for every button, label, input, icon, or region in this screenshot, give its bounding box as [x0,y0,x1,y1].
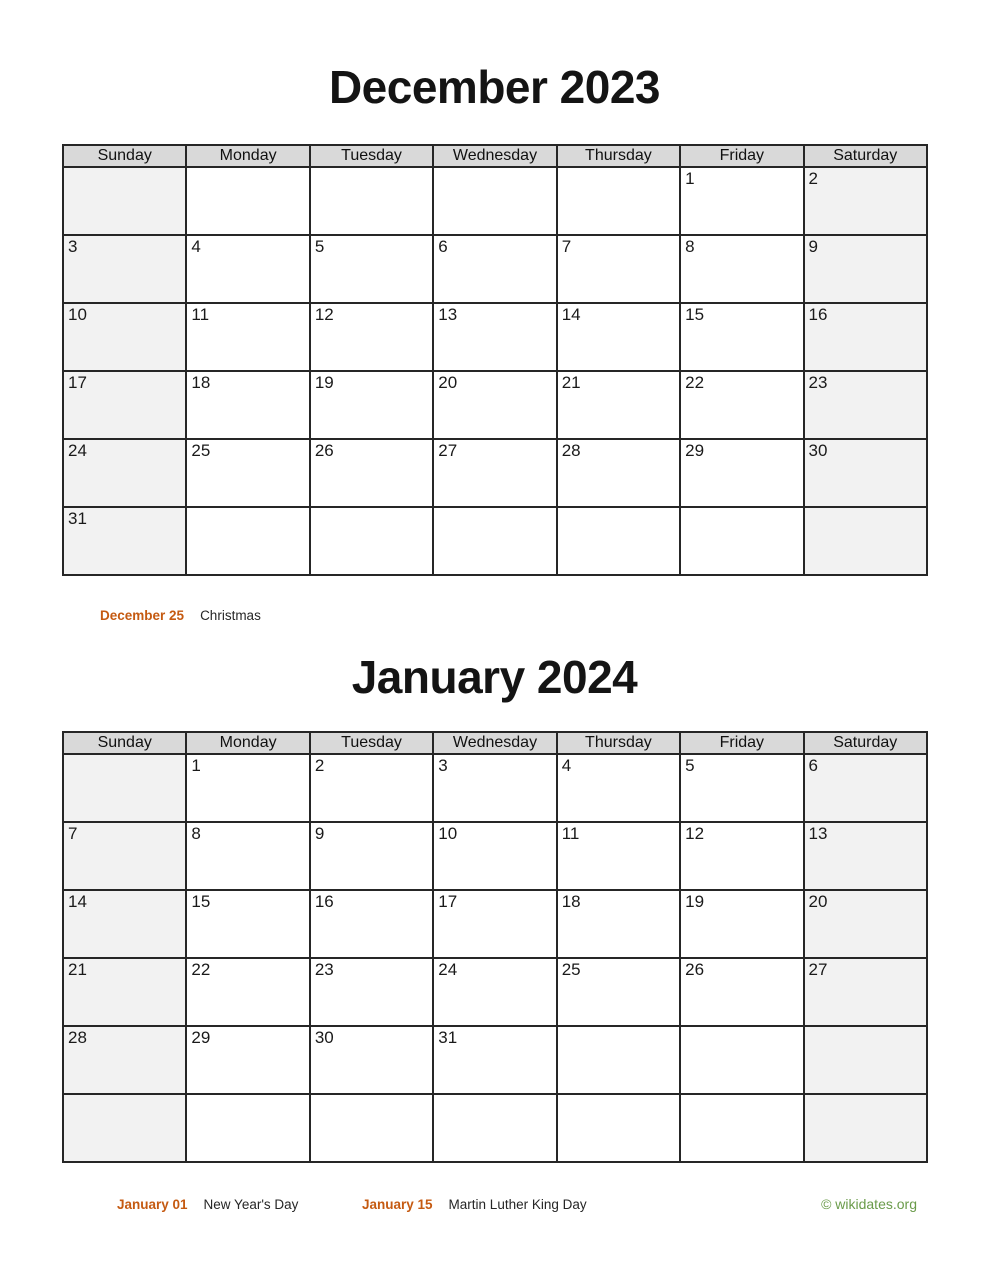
holiday-name-label: New Year's Day [203,1197,299,1212]
day-number: 21 [68,960,87,979]
weekday-wednesday: Wednesday [433,145,556,167]
january-title: January 2024 [351,651,638,703]
day-cell-19 [680,890,803,958]
day-number: 9 [314,824,325,843]
day-cell-11 [186,303,309,371]
day-cell-15 [680,303,803,371]
day-number: 13 [808,824,828,843]
weekday-header-row [63,145,927,167]
day-number: 11 [191,305,210,324]
day-cell-5 [310,235,433,303]
day-cell-empty [186,167,309,235]
day-cell-16 [310,890,433,958]
day-cell-empty [63,754,186,822]
day-cell-empty [433,507,556,575]
day-cell-11 [557,822,680,890]
day-cell-21 [63,958,186,1026]
day-cell-31 [63,507,186,575]
day-cell-21 [557,371,680,439]
day-number: 6 [438,237,448,256]
day-cell-17 [63,371,186,439]
day-cell-2 [310,754,433,822]
calendar-week-row [63,754,927,822]
calendar-week-row [63,303,927,371]
day-number: 22 [191,960,211,979]
weekday-monday: Monday [186,732,309,754]
day-number: 16 [808,305,828,324]
day-cell-7 [63,822,186,890]
weekday-friday: Friday [680,145,803,167]
day-number: 17 [438,892,458,911]
day-number: 16 [314,892,334,911]
calendar-week-row [63,507,927,575]
day-cell-18 [186,371,309,439]
day-cell-empty [680,1094,803,1162]
day-number: 3 [68,237,78,256]
day-number: 29 [685,441,705,460]
day-number: 14 [68,892,87,911]
day-cell-22 [680,371,803,439]
day-cell-empty [557,507,680,575]
day-number: 22 [685,373,705,392]
day-cell-12 [680,822,803,890]
day-number: 14 [561,305,581,324]
day-number: 10 [68,305,87,324]
day-number: 28 [68,1028,87,1047]
day-cell-24 [63,439,186,507]
day-number: 3 [438,756,448,775]
day-cell-empty [310,1094,433,1162]
january-calendar [62,731,928,1163]
day-cell-empty [186,507,309,575]
day-cell-30 [804,439,927,507]
day-cell-23 [310,958,433,1026]
weekday-wednesday: Wednesday [433,732,556,754]
day-number: 7 [68,824,78,843]
weekday-friday: Friday [680,732,803,754]
day-cell-28 [557,439,680,507]
day-cell-13 [433,303,556,371]
day-number: 24 [438,960,458,979]
day-cell-empty [310,167,433,235]
day-number: 6 [808,756,818,775]
day-cell-empty [804,507,927,575]
calendar-week-row [63,235,927,303]
day-cell-1 [680,167,803,235]
day-cell-4 [186,235,309,303]
weekday-sunday: Sunday [63,145,186,167]
day-number: 2 [808,169,818,188]
day-cell-empty [680,507,803,575]
day-number: 4 [561,756,572,775]
day-cell-9 [310,822,433,890]
calendar-week-row [63,958,927,1026]
day-number: 8 [685,237,695,256]
day-cell-28 [63,1026,186,1094]
day-cell-30 [310,1026,433,1094]
december-weekday-header [63,145,927,167]
day-number: 1 [191,756,201,775]
day-cell-empty [557,167,680,235]
weekday-saturday: Saturday [804,732,927,754]
day-number: 13 [438,305,458,324]
day-cell-empty [804,1094,927,1162]
day-cell-3 [433,754,556,822]
day-number: 23 [808,373,828,392]
day-number: 28 [561,441,581,460]
holiday-date-label: January 15 [362,1197,433,1212]
day-cell-17 [433,890,556,958]
day-cell-empty [680,1026,803,1094]
day-cell-5 [680,754,803,822]
day-number: 26 [685,960,705,979]
day-cell-3 [63,235,186,303]
day-cell-empty [63,167,186,235]
day-cell-20 [433,371,556,439]
day-cell-23 [804,371,927,439]
january-grid [63,754,927,1162]
day-cell-7 [557,235,680,303]
day-number: 1 [685,169,695,188]
calendar-week-row [63,1094,927,1162]
day-number: 19 [314,373,334,392]
day-cell-8 [680,235,803,303]
day-number: 18 [191,373,211,392]
day-number: 24 [68,441,87,460]
calendar-week-row [63,167,927,235]
day-cell-empty [557,1026,680,1094]
day-number: 8 [191,824,201,843]
day-cell-12 [310,303,433,371]
december-grid [63,167,927,575]
calendar-week-row [63,822,927,890]
day-cell-1 [186,754,309,822]
day-cell-26 [680,958,803,1026]
day-cell-16 [804,303,927,371]
day-cell-empty [310,507,433,575]
day-number: 31 [438,1028,458,1047]
holiday-name-label: Christmas [200,608,261,623]
day-number: 2 [314,756,325,775]
copyright-wikidates: © wikidates.org [821,1196,917,1212]
january-holiday-note-new-years [117,1196,298,1213]
day-number: 12 [314,305,334,324]
calendar-week-row [63,439,927,507]
day-cell-18 [557,890,680,958]
january-weekday-header [63,732,927,754]
day-cell-29 [680,439,803,507]
day-number: 25 [191,441,211,460]
day-cell-26 [310,439,433,507]
december-title: December 2023 [328,61,661,113]
day-number: 27 [438,441,458,460]
day-cell-14 [63,890,186,958]
day-number: 20 [438,373,458,392]
day-number: 15 [191,892,211,911]
day-cell-empty [804,1026,927,1094]
day-cell-14 [557,303,680,371]
day-number: 31 [68,509,87,528]
day-cell-31 [433,1026,556,1094]
holiday-date-label: January 01 [117,1197,188,1212]
day-number: 30 [314,1028,334,1047]
weekday-tuesday: Tuesday [310,732,433,754]
day-cell-25 [186,439,309,507]
day-cell-6 [804,754,927,822]
day-number: 4 [191,237,201,256]
weekday-monday: Monday [186,145,309,167]
weekday-thursday: Thursday [557,145,680,167]
day-cell-4 [557,754,680,822]
calendar-week-row [63,371,927,439]
calendar-week-row [63,1026,927,1094]
weekday-saturday: Saturday [804,145,927,167]
day-cell-9 [804,235,927,303]
day-cell-20 [804,890,927,958]
january-holiday-note-mlk [362,1196,587,1213]
day-number: 29 [191,1028,211,1047]
day-number: 17 [68,373,87,392]
day-cell-15 [186,890,309,958]
day-number: 21 [561,373,581,392]
day-number: 27 [808,960,828,979]
day-cell-empty [63,1094,186,1162]
day-cell-13 [804,822,927,890]
day-cell-10 [433,822,556,890]
day-number: 11 [561,824,580,843]
december-holiday-note [100,607,261,624]
day-number: 5 [314,237,325,256]
day-number: 5 [685,756,695,775]
weekday-tuesday: Tuesday [310,145,433,167]
day-number: 26 [314,441,334,460]
calendar-week-row [63,890,927,958]
day-number: 18 [561,892,581,911]
day-number: 20 [808,892,828,911]
day-cell-6 [433,235,556,303]
weekday-header-row [63,732,927,754]
day-number: 10 [438,824,458,843]
day-cell-empty [433,167,556,235]
day-cell-27 [804,958,927,1026]
day-number: 9 [808,237,818,256]
day-cell-empty [433,1094,556,1162]
weekday-sunday: Sunday [63,732,186,754]
day-number: 7 [561,237,572,256]
day-cell-27 [433,439,556,507]
day-cell-empty [557,1094,680,1162]
day-cell-22 [186,958,309,1026]
day-number: 12 [685,824,705,843]
day-cell-24 [433,958,556,1026]
holiday-date-label: December 25 [100,608,185,623]
day-cell-8 [186,822,309,890]
day-cell-19 [310,371,433,439]
holiday-name-label: Martin Luther King Day [448,1197,587,1212]
december-calendar [62,144,928,576]
day-cell-29 [186,1026,309,1094]
day-number: 19 [685,892,705,911]
day-number: 30 [808,441,828,460]
day-cell-empty [186,1094,309,1162]
day-cell-2 [804,167,927,235]
day-cell-10 [63,303,186,371]
weekday-thursday: Thursday [557,732,680,754]
day-number: 25 [561,960,581,979]
day-number: 15 [685,305,705,324]
day-cell-25 [557,958,680,1026]
day-number: 23 [314,960,334,979]
